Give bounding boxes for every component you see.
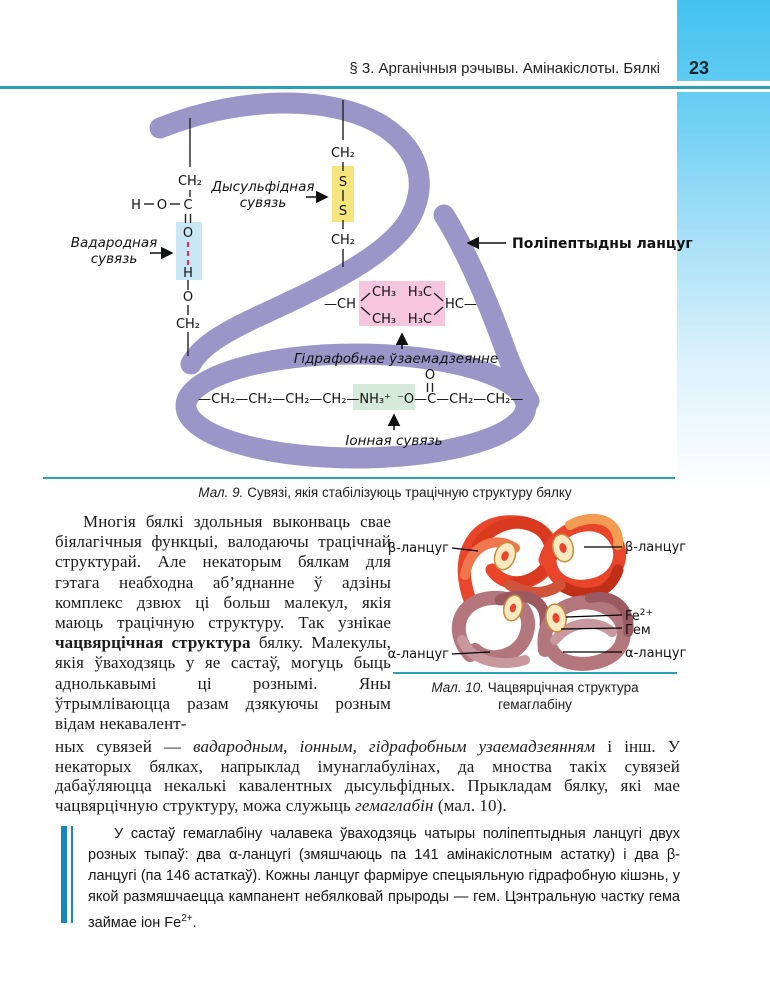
- body-paragraph-2: [55, 737, 680, 815]
- figure10-caption-line2: гемаглабіну: [498, 697, 572, 712]
- figure10-caption-number: Мал. 10.: [431, 680, 484, 695]
- beta-chain-label-left: β-ланцуг: [387, 541, 449, 556]
- alpha-chain-label-left: α-ланцуг: [387, 647, 449, 662]
- formula-ch3: CH₃: [372, 312, 397, 327]
- svg-text:Іонная сувязь: Іонная сувязь: [345, 433, 443, 449]
- formula-hc: HC—: [445, 297, 477, 312]
- beta-chain-label-right: β-ланцуг: [625, 540, 687, 555]
- beta-chains-illustration: [464, 519, 619, 600]
- svg-text:сувязь: сувязь: [239, 195, 287, 211]
- paragraph2-text: ных сувязей —: [55, 737, 194, 756]
- figure9-caption: [0, 484, 770, 501]
- formula-ch2: CH₂: [330, 233, 356, 248]
- body-paragraph-1: [55, 512, 391, 734]
- paragraph1-text: бялку. Малекулы, якія ўваходзяць у яе састаў, могуць быць аднолькавымі ці рознымі. Яны ўтрымліваюцца разам дзякуючы розным відам некавалент-: [55, 633, 392, 734]
- infobox-bar-thin: [71, 826, 74, 923]
- formula-ch2: CH₂: [330, 146, 356, 161]
- alpha-chain-label-right: α-ланцуг: [625, 646, 687, 661]
- polypeptide-label: [468, 236, 693, 252]
- svg-text:Поліпептыдны ланцуг: Поліпептыдны ланцуг: [512, 236, 693, 252]
- formula-ch2: CH₂: [177, 174, 203, 189]
- infobox-text: .: [192, 914, 197, 931]
- formula-chain-right: ⁻O—C—CH₂—CH₂—: [397, 392, 524, 407]
- infobox-bar-thick: [61, 826, 67, 923]
- infobox-superscript: 2+: [181, 913, 193, 924]
- hydrogen-bond-label: [71, 235, 172, 267]
- ionic-bond-label: [345, 415, 442, 449]
- figure10-caption-line1: Чацвярцічная структура: [483, 680, 639, 695]
- svg-text:Вадародная: Вадародная: [70, 235, 158, 251]
- paragraph2-italic-hemoglobin: гемаглабін: [355, 795, 434, 815]
- paragraph2-text: і інш. У некаторых бялках, напрыклад імунаглабулінах, да мноства такіх сувязей дабаўляюцца некалькі кавалентных дысульфідных. Прыкладам бялку, які мае чацвярцічную структуру, можа служыць: [55, 737, 680, 815]
- header-rule: [0, 86, 770, 89]
- formula-o: O: [424, 368, 436, 383]
- formula-ch3: CH₃: [372, 285, 397, 300]
- hydrophobic-label: [294, 334, 498, 367]
- paragraph2-italic-terms: вадародным, іонным, гідрафобным узаемадзеянням: [193, 737, 596, 756]
- formula-ch: —CH: [324, 297, 356, 312]
- page-number: 23: [689, 58, 710, 78]
- formula-o: O: [182, 226, 194, 241]
- heme-label: Гем: [625, 623, 651, 638]
- formula-h: H: [183, 266, 193, 281]
- formula-ch2: CH₂: [175, 317, 201, 332]
- formula-s: S: [338, 175, 348, 190]
- formula-s: S: [338, 204, 348, 219]
- formula-h3c: H₃C: [407, 285, 432, 300]
- figure10-caption-rule: [393, 672, 677, 674]
- infobox-text: У састаў гемаглабіну чалавека ўваходзяць чатыры поліпептыдныя ланцугі двух розных тыпаў: два α-ланцугі (змяшчаюць па 141 амінакіслотным астатку) і два β-ланцугі (па 146 астаткаў). Кожны ланцуг фарміруе спецыяльную гідрафобную кішэнь, у якой размяшчаецца кампанент небялковай прыроды — гем. Цэнтральную частку гема займае іон Fe: [88, 826, 680, 931]
- formula-h: H: [131, 198, 141, 213]
- infobox-hemoglobin: [88, 824, 680, 934]
- running-header: § 3. Арганічныя рэчывы. Амінакіслоты. Бялкі: [349, 60, 660, 77]
- svg-text:Дысульфідная: Дысульфідная: [211, 179, 315, 195]
- figure9-caption-rule: [43, 477, 675, 479]
- formula-o: O: [156, 198, 168, 213]
- svg-text:Гідрафобнае ўзаемадзеянне: Гідрафобнае ўзаемадзеянне: [293, 351, 499, 367]
- svg-text:сувязь: сувязь: [90, 251, 138, 267]
- fe-ion-label: $Fe^{2+}$: [625, 608, 654, 624]
- formula-c: C: [183, 198, 193, 213]
- paragraph1-bold-term: чацвярцічная структура: [55, 633, 251, 653]
- paragraph1-text: Многія бялкі здольныя выконваць свае біялагічныя функцыі, валодаючы трацічнай структурай. Але некаторым бялкам для гэтага неабходна аб’яднанне ў адзіны комплекс дзвюх ці больш малекул, якія маюць трацічную структуру. Так узнікае: [55, 512, 391, 633]
- figure-9-bonds-diagram: [0, 100, 700, 472]
- formula-h3c: H₃C: [407, 312, 432, 327]
- figure9-caption-number: Мал. 9.: [198, 485, 244, 500]
- alpha-chains-illustration: [459, 596, 629, 664]
- figure-10-hemoglobin: [387, 505, 690, 675]
- paragraph2-text: (мал. 10).: [433, 795, 507, 815]
- disulfide-bond-label: [210, 179, 327, 211]
- figure9-caption-text: Сувязі, якія стабілізуюць трацічную структуру бялку: [243, 485, 572, 500]
- figure10-caption: [393, 679, 677, 713]
- formula-o: O: [182, 290, 194, 305]
- formula-chain-left: —CH₂—CH₂—CH₂—CH₂—NH₃⁺: [198, 392, 391, 407]
